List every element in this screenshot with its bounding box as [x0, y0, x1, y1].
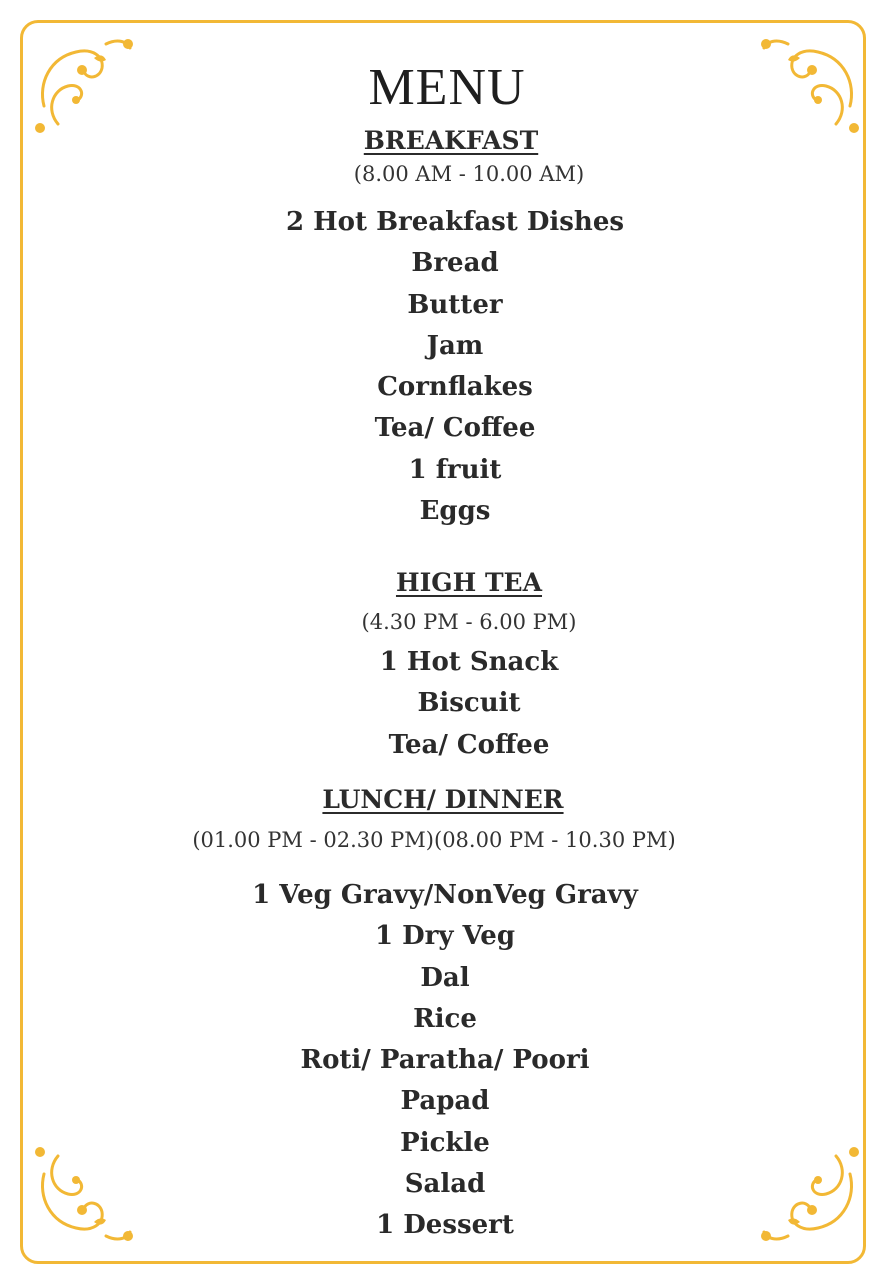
menu-item: Pickle: [400, 1127, 490, 1158]
menu-item: Jam: [426, 330, 484, 361]
menu-item: Cornflakes: [377, 372, 533, 403]
lunch-dinner-items: [0, 875, 890, 1247]
menu-item: 1 Dessert: [376, 1210, 514, 1241]
menu-item: Papad: [400, 1086, 490, 1117]
menu-item: Dal: [420, 962, 470, 993]
breakfast-items: [0, 202, 894, 532]
menu-item: 2 Hot Breakfast Dishes: [285, 207, 625, 237]
menu-item: Salad: [404, 1169, 486, 1200]
breakfast-heading: BREAKFAST: [363, 126, 539, 155]
menu-item: Bread: [411, 248, 499, 279]
menu-item: 1 fruit: [408, 454, 502, 485]
menu-item: Butter: [407, 289, 503, 320]
menu-item: 1 Veg Gravy/NonVeg Gravy: [252, 880, 638, 910]
menu-item: Tea/ Coffee: [388, 729, 550, 760]
menu-item: Roti/ Paratha/ Poori: [300, 1045, 590, 1076]
menu-item: 1 Hot Snack: [379, 647, 559, 677]
menu-item: Tea/ Coffee: [374, 413, 536, 444]
high-tea-time: (4.30 PM - 6.00 PM): [361, 610, 577, 634]
breakfast-time: (8.00 AM - 10.00 AM): [353, 162, 585, 186]
menu-item: 1 Dry Veg: [374, 921, 516, 952]
menu-title: MENU: [368, 59, 526, 116]
menu-item: Rice: [413, 1003, 477, 1034]
menu-item: Biscuit: [417, 688, 521, 719]
lunch-dinner-heading: LUNCH/ DINNER: [322, 785, 564, 814]
high-tea-heading: HIGH TEA: [395, 568, 543, 597]
menu-item: Eggs: [419, 496, 491, 527]
high-tea-items: [0, 642, 894, 766]
lunch-dinner-time: (01.00 PM - 02.30 PM)(08.00 PM - 10.30 PM): [192, 828, 676, 852]
